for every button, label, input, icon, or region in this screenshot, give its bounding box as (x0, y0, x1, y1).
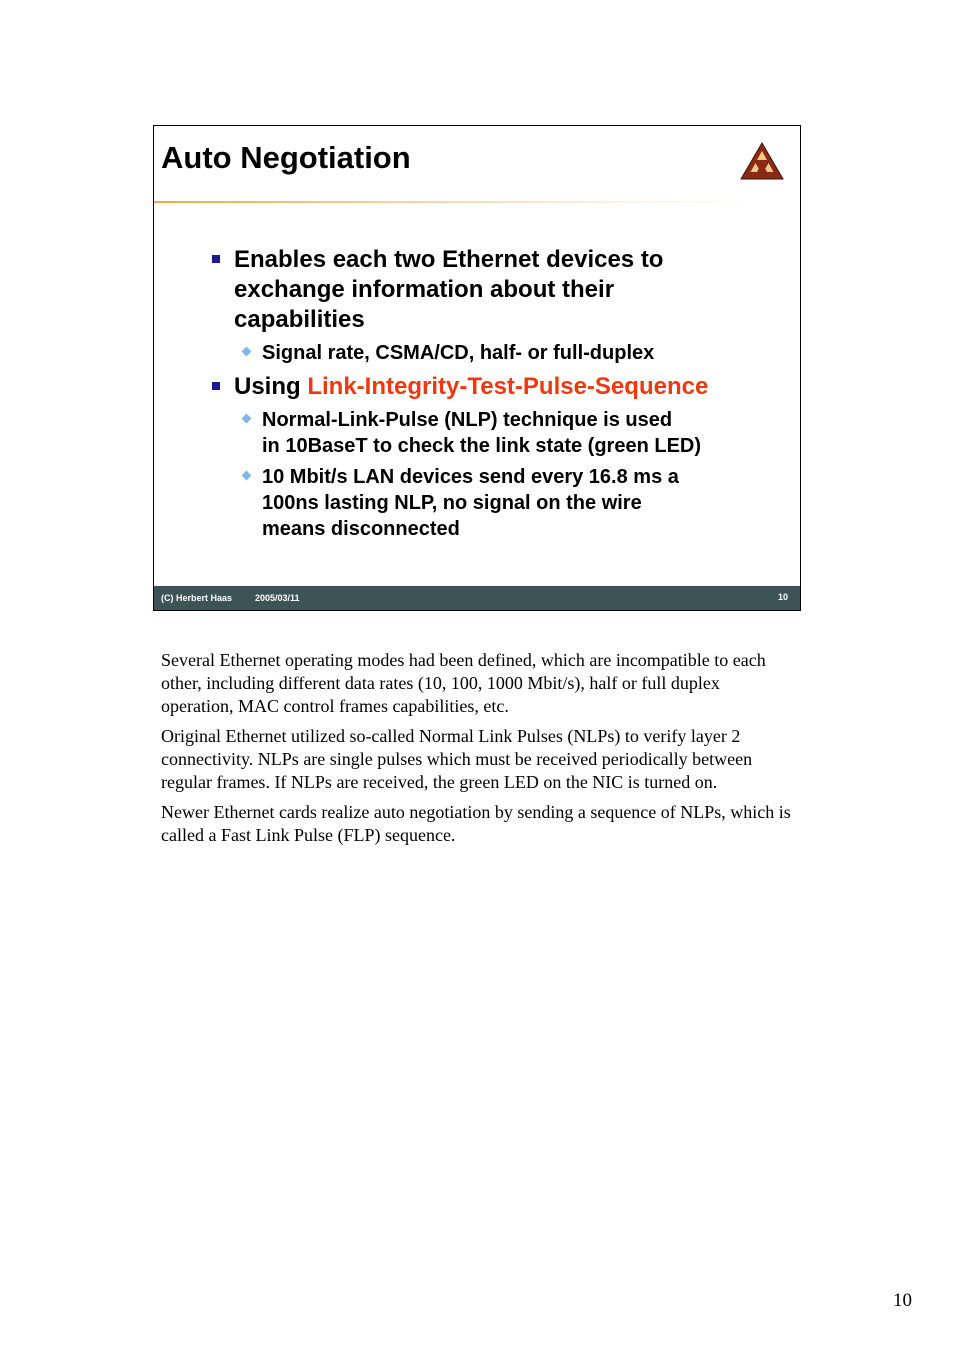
sub-bullet-item (262, 340, 654, 366)
bullet-item (234, 372, 708, 402)
footer-date: 2005/03/11 (255, 593, 300, 603)
sub-bullet-item (262, 464, 679, 542)
highlighted-term: Link-Integrity-Test-Pulse-Sequence (307, 373, 709, 400)
bullet-text-line: capabilities (234, 306, 365, 333)
bullet-text-line: exchange information about their (234, 276, 615, 303)
slide-title: Auto Negotiation (161, 140, 411, 175)
bullet-text-line: Enables each two Ethernet devices to (234, 246, 664, 273)
notes-paragraph: Newer Ethernet cards realize auto negotiation by sending a sequence of NLPs, which is called a Fast Link Pulse (FLP) sequence. (161, 802, 791, 845)
page-number: 10 (893, 1290, 912, 1311)
footer-author: (C) Herbert Haas (161, 593, 233, 603)
notes-paragraph: Several Ethernet operating modes had been defined, which are incompatible to each other, including different data rates (10, 100, 1000 Mbit/s), half or full duplex operation, MAC control frames capabilities, etc. (161, 650, 766, 716)
square-bullet-icon (212, 255, 220, 263)
sub-bullet-text-line: 100ns lasting NLP, no signal on the wire (262, 492, 642, 514)
notes-paragraph: Original Ethernet utilized so-called Normal Link Pulses (NLPs) to verify layer 2 connectivity. NLPs are single pulses which must be received periodically between regular frames. If NLPs are received, the green LED on the NIC is turned on. (161, 726, 753, 792)
bullet-prefix: Using (234, 373, 308, 400)
diamond-bullet-icon (242, 414, 252, 424)
slide-footer (154, 586, 800, 610)
sub-bullet-text-line: means disconnected (262, 518, 460, 540)
sub-bullet-item (262, 407, 701, 459)
diamond-bullet-icon (242, 347, 252, 357)
slide (153, 125, 801, 611)
square-bullet-icon (212, 382, 220, 390)
footer-slide-number: 10 (777, 592, 788, 602)
sub-bullet-text-line: 10 Mbit/s LAN devices send every 16.8 ms a (262, 466, 679, 488)
triangle-logo-icon (740, 142, 784, 180)
speaker-notes (161, 649, 791, 854)
bullet-item (234, 245, 663, 335)
sub-bullet-text-line: in 10BaseT to check the link state (green LED) (262, 435, 702, 457)
sub-bullet-text-line: Normal-Link-Pulse (NLP) technique is used (262, 409, 673, 431)
sub-bullet-text-line: Signal rate, CSMA/CD, half- or full-duplex (262, 342, 655, 364)
diamond-bullet-icon (242, 471, 252, 481)
title-divider (154, 201, 754, 203)
